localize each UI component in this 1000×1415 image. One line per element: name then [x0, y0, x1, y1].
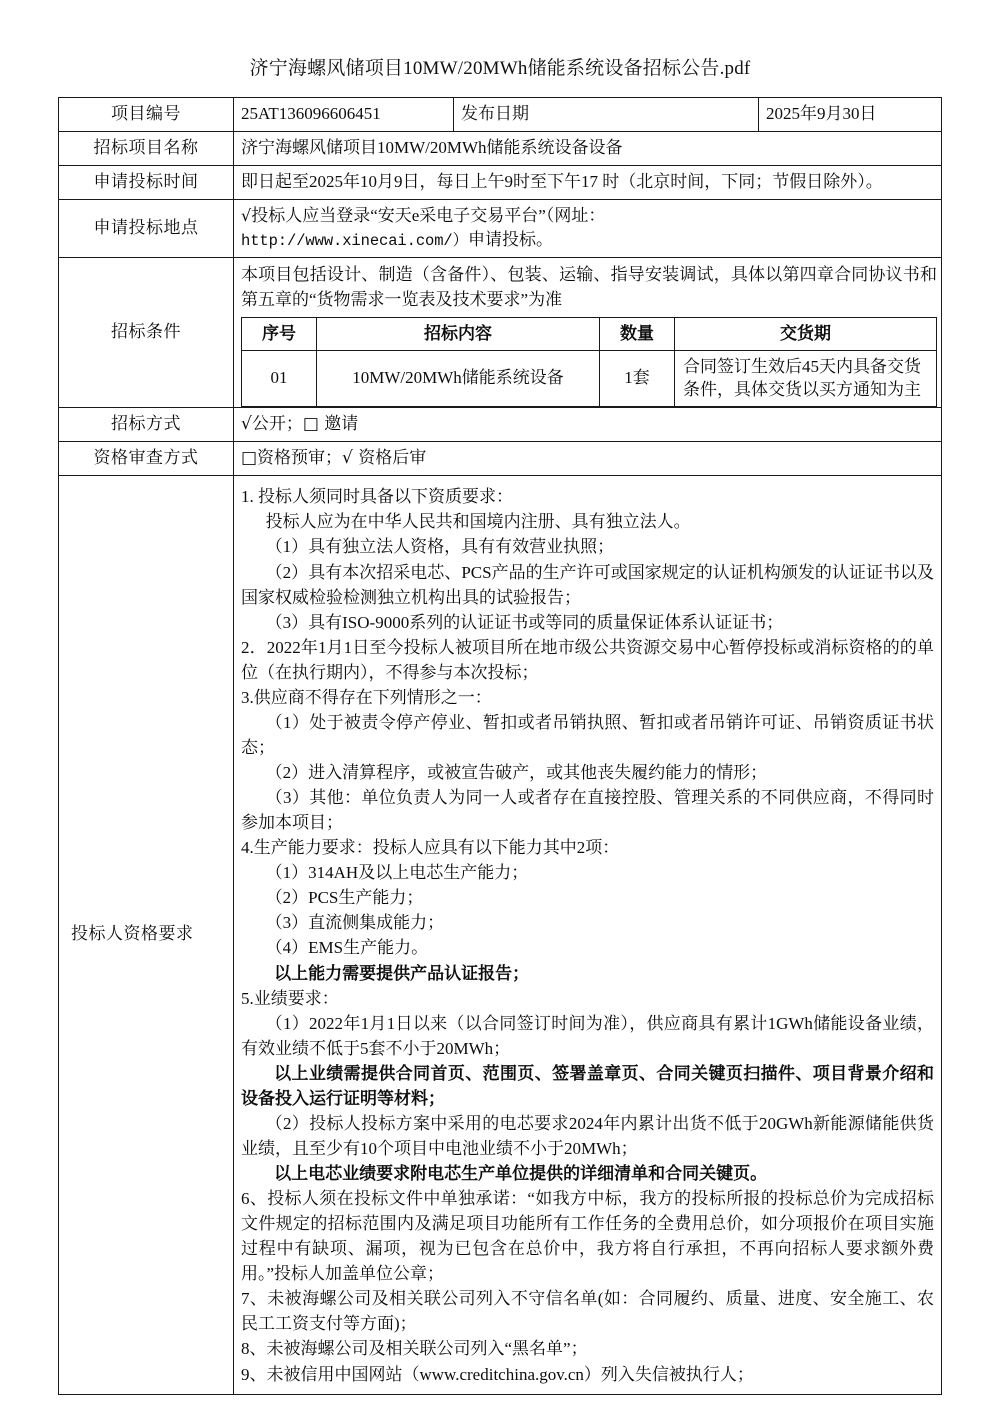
header-delivery: 交货期 — [675, 317, 937, 350]
qualification-line: 3.供应商不得存在下列情形之一： — [241, 687, 492, 707]
label-qualify-review: 资格审查方式 — [59, 442, 234, 476]
apply-place-text-line2: 申请投标。 — [468, 230, 554, 250]
table-row-apply-time — [59, 166, 942, 200]
qualification-line: （1）具有独立法人资格，具有有效营业执照； — [265, 537, 615, 557]
bid-items-header-row — [242, 317, 937, 350]
header-no: 序号 — [242, 317, 317, 350]
qualification-line: 6、投标人须在投标文件中单独承诺：“如我方中标，我方的投标所报的投标总价为完成招标文件规定的招标范围内及满足项目功能所有工作任务的全费用总价，如分项报价在项目实施过程中有缺项、漏项，视为已包含在总价中，我方将自行承担，不再向招标人要求额外费用。”投标人加盖单位公章； — [241, 1189, 934, 1284]
cell-no: 01 — [242, 350, 317, 407]
value-project-name: 济宁海螺风储项目10MW/20MWh储能系统设备设备 — [234, 131, 942, 165]
qualification-line: （3）其他：单位负责人为同一人或者存在直接控股、管理关系的不同供应商，不得同时参加本项目； — [241, 788, 934, 833]
value-bidder-qualification — [234, 476, 942, 1394]
table-row-bidder-qualification — [59, 476, 942, 1394]
table-row-conditions — [59, 258, 942, 408]
value-apply-time: 即日起至2025年10月9日，每日上午9时至下午17 时（北京时间，下同；节假日除外）。 — [234, 166, 942, 200]
qualification-line: （2）具有本次招采电芯、PCS产品的生产许可或国家规定的认证机构颁发的认证证书以及国家权威检验检测独立机构出具的试验报告； — [241, 562, 934, 607]
label-conditions: 招标条件 — [59, 258, 234, 408]
table-row-bid-method — [59, 408, 942, 442]
tender-announcement-table — [58, 97, 942, 1395]
label-project-name: 招标项目名称 — [59, 131, 234, 165]
table-row — [242, 350, 937, 407]
qualification-line: 1. 投标人须同时具备以下资质要求： — [241, 487, 513, 507]
qualification-line: 投标人应为在中华人民共和国境内注册、具有独立法人。 — [265, 512, 691, 532]
cell-content: 10MW/20MWh储能系统设备 — [317, 350, 600, 407]
qualification-line: 8、未被海螺公司及相关联公司列入“黑名单”； — [241, 1339, 588, 1359]
table-row-apply-place — [59, 200, 942, 258]
value-qualify-review[interactable]: □资格预审；√ 资格后审 — [234, 442, 942, 476]
label-project-no: 项目编号 — [59, 97, 234, 131]
apply-place-text-line1: 投标人应当登录“安天e采电子交易平台”（网址： — [251, 206, 606, 226]
value-conditions — [234, 258, 942, 408]
value-project-no: 25AT136096606451 — [234, 97, 454, 131]
header-content: 招标内容 — [317, 317, 600, 350]
label-bidder-qualification: 投标人资格要求 — [59, 476, 234, 1394]
bid-items-table — [241, 317, 937, 407]
qualification-line: （4）EMS生产能力。 — [265, 938, 429, 958]
qualification-line: （1）处于被责令停产停业、暂扣或者吊销执照、暂扣或者吊销许可证、吊销资质证书状态； — [241, 712, 934, 757]
value-publish-date: 2025年9月30日 — [759, 97, 942, 131]
qualification-line: （1）2022年1月1日以来（以合同签订时间为准），供应商具有累计1GWh储能设备业绩，有效业绩不低于5套不小于20MWh； — [241, 1013, 934, 1058]
qualification-line: 9、未被信用中国网站（www.creditchina.gov.cn）列入失信被执行人； — [241, 1364, 754, 1384]
page-title: 济宁海螺风储项目10MW/20MWh储能系统设备招标公告.pdf — [249, 58, 751, 79]
table-row-project-no — [59, 97, 942, 131]
qualification-line: 7、未被海螺公司及相关联公司列入不守信名单(如：合同履约、质量、进度、安全施工、农民工工资支付等方面)； — [241, 1289, 934, 1334]
qualification-line: 5.业绩要求： — [241, 988, 339, 1008]
qualification-line: （1）314AH及以上电芯生产能力； — [265, 863, 529, 883]
label-bid-method: 招标方式 — [59, 408, 234, 442]
cell-delivery: 合同签订生效后45天内具备交货条件，具体交货以买方通知为主 — [675, 350, 937, 407]
label-publish-date: 发布日期 — [454, 97, 759, 131]
qualification-line: 4.生产能力要求：投标人应具有以下能力其中2项： — [241, 838, 620, 858]
qualification-line: 以上电芯业绩要求附电芯生产单位提供的详细清单和合同关键页。 — [274, 1164, 768, 1184]
checkmark-icon: √ — [241, 206, 252, 226]
apply-place-url[interactable]: http://www.xinecai.com/） — [241, 232, 469, 251]
qualification-line: （3）直流侧集成能力； — [265, 913, 445, 933]
table-row-qualify-review — [59, 442, 942, 476]
value-bid-method[interactable]: √公开；□ 邀请 — [234, 408, 942, 442]
table-row-project-name — [59, 131, 942, 165]
label-apply-place: 申请投标地点 — [59, 200, 234, 258]
label-apply-time: 申请投标时间 — [59, 166, 234, 200]
header-qty: 数量 — [600, 317, 675, 350]
value-apply-place — [234, 200, 942, 258]
qualification-line: （2）投标人投标方案中采用的电芯要求2024年内累计出货不低于20GWh新能源储能供货业绩，且至少有10个项目中电池业绩不小于20MWh； — [241, 1113, 934, 1158]
conditions-intro-text: 本项目包括设计、制造（含备件）、包装、运输、指导安装调试，具体以第四章合同协议书和第五章的“货物需求一览表及技术要求”为准 — [241, 265, 937, 310]
qualification-line: （2）PCS生产能力； — [265, 888, 424, 908]
qualification-line: 以上能力需要提供产品认证报告； — [274, 963, 530, 983]
cell-qty: 1套 — [600, 350, 675, 407]
qualification-line: （3）具有ISO-9000系列的认证证书或等同的质量保证体系认证证书； — [265, 612, 784, 632]
qualification-requirements-list — [241, 482, 934, 1388]
qualification-line: 2．2022年1月1日至今投标人被项目所在地市级公共资源交易中心暂停投标或消标资格的的单位（在执行期内），不得参与本次投标； — [241, 637, 934, 682]
qualification-line: 以上业绩需提供合同首页、范围页、签署盖章页、合同关键页扫描件、项目背景介绍和设备投入运行证明等材料； — [241, 1063, 934, 1108]
qualification-line: （2）进入清算程序，或被宣告破产，或其他丧失履约能力的情形； — [265, 763, 768, 783]
